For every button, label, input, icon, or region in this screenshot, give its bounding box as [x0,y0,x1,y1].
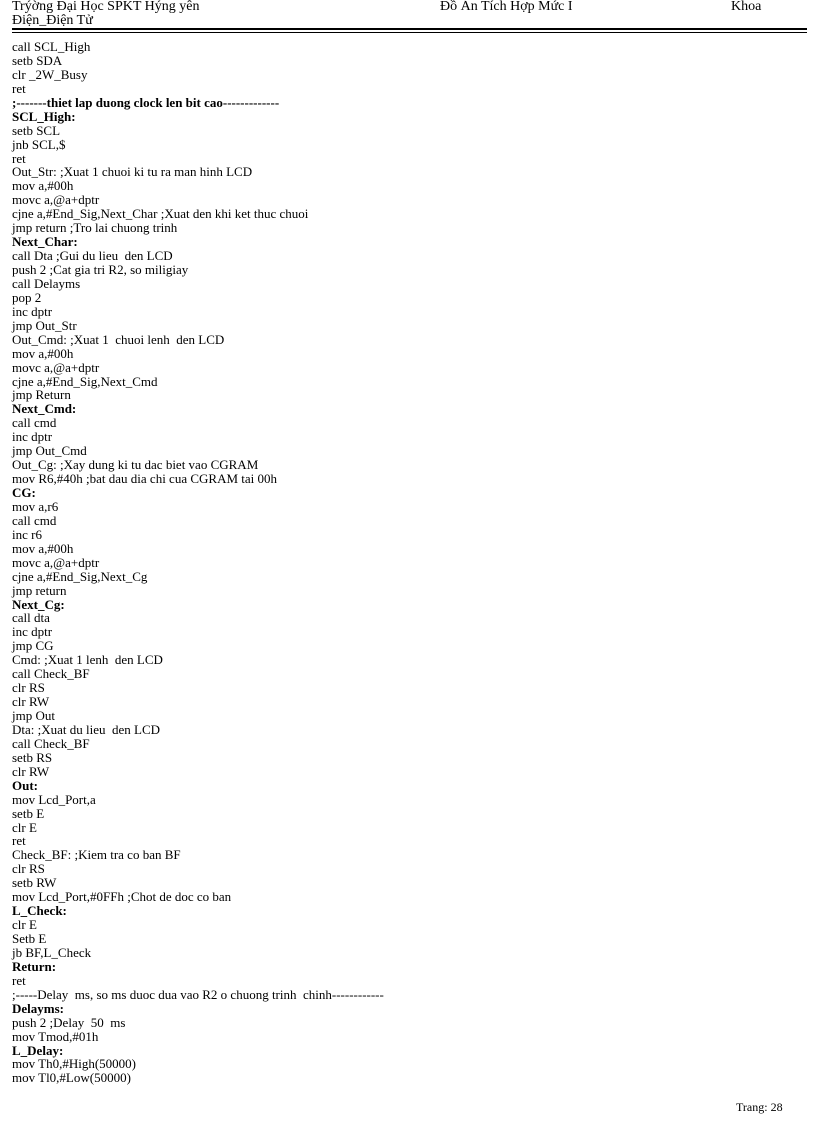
code-line: setb RS [12,749,53,765]
code-line: inc dptr [12,303,53,319]
code-line: call cmd [12,415,57,431]
code-line: clr E [12,819,37,835]
department-name: Điện_Điện Tử [12,13,93,28]
code-line: cjne a,#End_Sig,Next_Cg [12,568,148,584]
code-line: mov R6,#40h ;bat dau dia chi cua CGRAM tai 00h [12,471,278,487]
code-line: L_Check: [12,903,67,919]
code-line: cjne a,#End_Sig,Next_Cmd [12,373,158,389]
code-line: jmp Out_Cmd [12,443,87,459]
code-line: Setb E [12,931,47,946]
code-line: setb SCL [12,122,61,138]
code-line: mov a,#00h [12,178,74,194]
code-line: movc a,@a+dptr [12,359,100,375]
code-line: jmp Return [12,387,71,403]
code-line: ret [12,833,26,849]
code-line: call Delayms [12,275,81,291]
code-line: L_Delay: [12,1042,64,1058]
page-number: Trang: 28 [736,1100,783,1114]
code-line: setb E [12,805,45,821]
code-line: mov a,r6 [12,498,59,514]
code-line: Next_Char: [12,234,78,250]
code-line: Return: [12,958,57,974]
code-line: movc a,@a+dptr [12,192,100,208]
faculty-label: Khoa [731,0,762,14]
code-line: call Dta ;Gui du lieu den LCD [12,248,173,264]
code-line: mov Tl0,#Low(50000) [12,1070,131,1086]
code-line: jmp CG [12,638,54,654]
code-line: CG: [12,485,36,500]
code-line: Next_Cg: [12,596,65,612]
code-line: Out_Cmd: ;Xuat 1 chuoi lenh den LCD [12,331,225,347]
code-line: pop 2 [12,289,42,305]
code-line: jb BF,L_Check [12,944,92,960]
code-line: jmp Out [12,708,55,723]
code-line: Out_Cg: ;Xay dung ki tu dac biet vao CGRAM [12,457,259,473]
code-line: clr RW [12,694,50,710]
code-line: Check_BF: ;Kiem tra co ban BF [12,847,181,863]
code-line: inc dptr [12,429,53,445]
code-listing [12,40,804,1085]
code-line: ret [12,972,26,988]
code-line: push 2 ;Cat gia tri R2, so miligiay [12,262,189,277]
code-line: call SCL_High [12,39,91,54]
code-line: setb SDA [12,52,63,68]
code-line: mov Tmod,#01h [12,1028,99,1044]
code-line: mov a,#00h [12,540,74,556]
code-line: setb RW [12,875,57,891]
code-line: movc a,@a+dptr [12,554,100,570]
code-line: call dta [12,610,50,626]
code-line: Out: [12,777,38,793]
code-line: clr RW [12,763,50,779]
code-line: Delayms: [12,1000,64,1016]
code-line: Out_Str: ;Xuat 1 chuoi ki tu ra man hinh LCD [12,164,253,180]
code-line: clr E [12,917,37,933]
code-line: jmp return [12,582,67,598]
code-line: mov Lcd_Port,a [12,791,96,807]
code-line: ;-------thiet lap duong clock len bit cao------------- [12,94,280,110]
code-line: inc r6 [12,526,42,542]
header-rule-thin [12,32,807,33]
code-line: jmp Out_Str [12,317,77,333]
code-line: mov a,#00h [12,345,74,361]
code-line: cjne a,#End_Sig,Next_Char ;Xuat den khi ket thuc chuoi [12,206,309,222]
code-line: call cmd [12,512,57,528]
code-line: mov Th0,#High(50000) [12,1056,136,1072]
code-line: clr _2W_Busy [12,66,88,82]
code-line: inc dptr [12,624,53,640]
code-line: SCL_High: [12,108,76,124]
code-line: Dta: ;Xuat du lieu den LCD [12,721,161,737]
code-line: clr RS [12,680,45,696]
code-line: ret [12,80,26,96]
school-name: Trýờng Đại Học SPKT Hýng yên [12,0,200,14]
code-line: clr RS [12,861,45,877]
code-line: Cmd: ;Xuat 1 lenh den LCD [12,652,163,668]
code-line: call Check_BF [12,735,90,751]
code-line: push 2 ;Delay 50 ms [12,1014,126,1030]
document-title: Đồ Án Tích Hợp Mức I [440,0,573,14]
header-rule [12,28,807,30]
code-line: Next_Cmd: [12,401,77,417]
code-line: jnb SCL,$ [12,136,66,152]
code-line: jmp return ;Tro lai chuong trinh [12,220,178,236]
code-line: call Check_BF [12,666,90,682]
code-line: mov Lcd_Port,#0FFh ;Chot de doc co ban [12,889,232,905]
code-line: ret [12,150,26,166]
code-line: ;-----Delay ms, so ms duoc dua vao R2 o chuong trinh chinh------------ [12,986,384,1002]
